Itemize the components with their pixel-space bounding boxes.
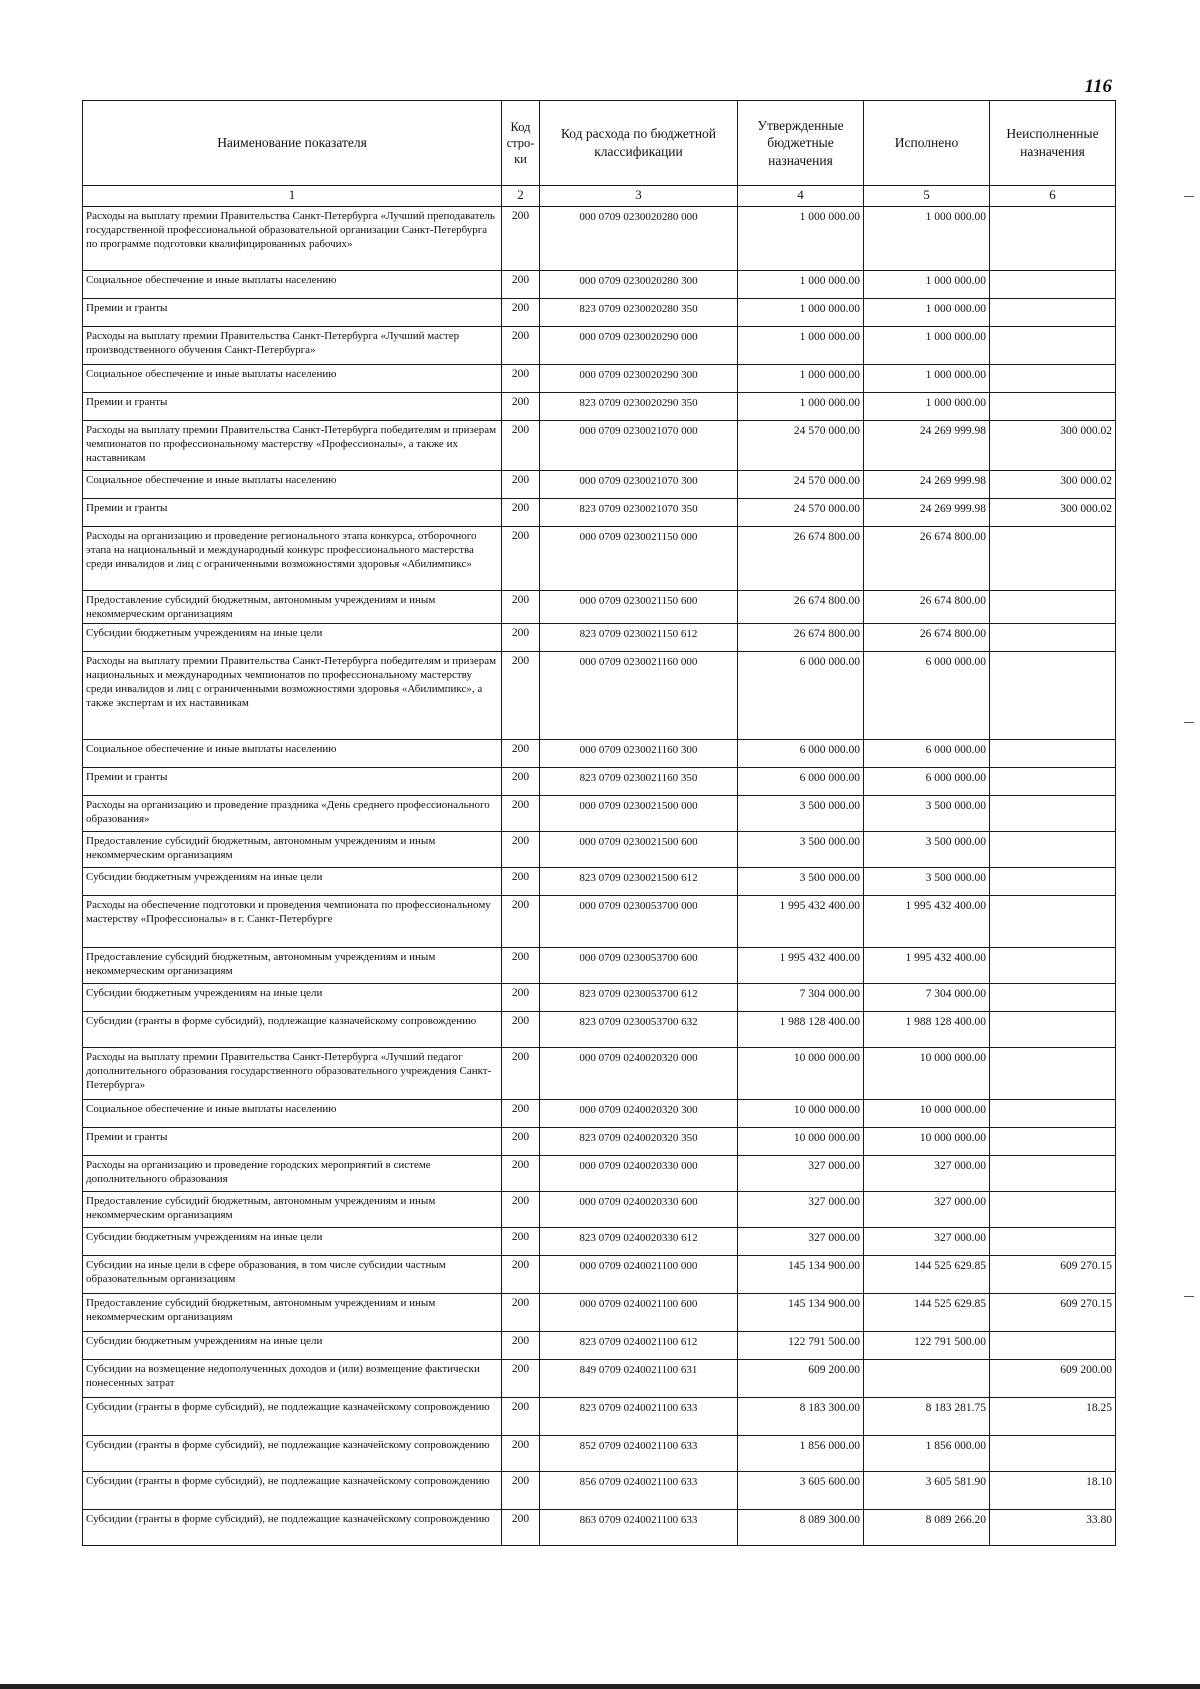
cell-executed: 144 525 629.85 — [864, 1256, 990, 1294]
table-row — [83, 948, 1116, 984]
cell-executed: 122 791 500.00 — [864, 1332, 990, 1360]
cell-budget-code: 000 0709 0230021070 300 — [540, 471, 738, 499]
page-number: 116 — [1084, 76, 1112, 97]
cell-name: Субсидии бюджетным учреждениям на иные цели — [83, 868, 502, 896]
cell-name: Расходы на выплату премии Правительства Санкт-Петербурга «Лучший педагог дополнительного образования государственного образовательного учреждения Санкт-Петербурга» — [83, 1048, 502, 1100]
cell-budget-code: 000 0709 0240020330 600 — [540, 1192, 738, 1228]
table-row — [83, 1360, 1116, 1398]
cell-approved: 1 988 128 400.00 — [738, 1012, 864, 1048]
cell-line-code: 200 — [502, 1048, 540, 1100]
cell-name: Субсидии на возмещение недополученных доходов и (или) возмещение фактически понесенных затрат — [83, 1360, 502, 1398]
cell-executed: 327 000.00 — [864, 1156, 990, 1192]
cell-name: Социальное обеспечение и иные выплаты населению — [83, 271, 502, 299]
cell-approved: 1 000 000.00 — [738, 365, 864, 393]
cell-approved: 327 000.00 — [738, 1156, 864, 1192]
cell-unexecuted: 300 000.02 — [990, 471, 1116, 499]
cell-executed: 24 269 999.98 — [864, 421, 990, 471]
cell-name: Субсидии бюджетным учреждениям на иные цели — [83, 1228, 502, 1256]
cell-line-code: 200 — [502, 1012, 540, 1048]
cell-name: Субсидии (гранты в форме субсидий), не подлежащие казначейскому сопровождению — [83, 1472, 502, 1510]
cell-line-code: 200 — [502, 365, 540, 393]
table-row — [83, 1192, 1116, 1228]
cell-budget-code: 823 0709 0240021100 633 — [540, 1398, 738, 1436]
cell-unexecuted — [990, 984, 1116, 1012]
cell-budget-code: 000 0709 0230021160 000 — [540, 652, 738, 740]
cell-budget-code: 000 0709 0240020320 300 — [540, 1100, 738, 1128]
table-row — [83, 327, 1116, 365]
cell-budget-code: 823 0709 0240020330 612 — [540, 1228, 738, 1256]
cell-unexecuted — [990, 624, 1116, 652]
cell-executed: 327 000.00 — [864, 1228, 990, 1256]
table-row — [83, 1294, 1116, 1332]
cell-budget-code: 000 0709 0230021150 000 — [540, 527, 738, 591]
cell-unexecuted — [990, 327, 1116, 365]
cell-line-code: 200 — [502, 1360, 540, 1398]
cell-executed: 7 304 000.00 — [864, 984, 990, 1012]
cell-name: Расходы на организацию и проведение городских мероприятий в системе дополнительного образования — [83, 1156, 502, 1192]
cell-line-code: 200 — [502, 796, 540, 832]
cell-name: Предоставление субсидий бюджетным, автономным учреждениям и иным некоммерческим организациям — [83, 832, 502, 868]
table-row — [83, 1510, 1116, 1546]
cell-executed: 1 000 000.00 — [864, 207, 990, 271]
column-number: 4 — [738, 186, 864, 207]
cell-executed: 6 000 000.00 — [864, 740, 990, 768]
cell-approved: 3 605 600.00 — [738, 1472, 864, 1510]
cell-budget-code: 849 0709 0240021100 631 — [540, 1360, 738, 1398]
cell-approved: 6 000 000.00 — [738, 652, 864, 740]
table-row — [83, 591, 1116, 624]
cell-line-code: 200 — [502, 652, 540, 740]
cell-name: Субсидии бюджетным учреждениям на иные цели — [83, 1332, 502, 1360]
table-row — [83, 740, 1116, 768]
cell-budget-code: 000 0709 0230020280 300 — [540, 271, 738, 299]
cell-approved: 8 089 300.00 — [738, 1510, 864, 1546]
cell-approved: 145 134 900.00 — [738, 1294, 864, 1332]
cell-executed: 10 000 000.00 — [864, 1048, 990, 1100]
cell-approved: 1 995 432 400.00 — [738, 896, 864, 948]
cell-name: Предоставление субсидий бюджетным, автономным учреждениям и иным некоммерческим организациям — [83, 1294, 502, 1332]
cell-line-code: 200 — [502, 1192, 540, 1228]
header-approved: Утвержденные бюджетные назначения — [738, 101, 864, 186]
cell-approved: 10 000 000.00 — [738, 1128, 864, 1156]
cell-executed: 1 000 000.00 — [864, 271, 990, 299]
cell-approved: 1 995 432 400.00 — [738, 948, 864, 984]
table-body — [83, 207, 1116, 1546]
cell-executed: 26 674 800.00 — [864, 527, 990, 591]
cell-name: Субсидии (гранты в форме субсидий), не подлежащие казначейскому сопровождению — [83, 1398, 502, 1436]
cell-unexecuted: 33.80 — [990, 1510, 1116, 1546]
cell-approved: 1 000 000.00 — [738, 393, 864, 421]
cell-approved: 1 000 000.00 — [738, 207, 864, 271]
cell-executed: 6 000 000.00 — [864, 768, 990, 796]
cell-executed: 1 995 432 400.00 — [864, 896, 990, 948]
cell-line-code: 200 — [502, 948, 540, 984]
cell-executed: 10 000 000.00 — [864, 1128, 990, 1156]
cell-unexecuted — [990, 768, 1116, 796]
cell-approved: 26 674 800.00 — [738, 527, 864, 591]
cell-unexecuted — [990, 652, 1116, 740]
cell-name: Предоставление субсидий бюджетным, автономным учреждениям и иным некоммерческим организациям — [83, 591, 502, 624]
cell-approved: 24 570 000.00 — [738, 471, 864, 499]
cell-budget-code: 823 0709 0230053700 612 — [540, 984, 738, 1012]
cell-name: Субсидии бюджетным учреждениям на иные цели — [83, 624, 502, 652]
cell-line-code: 200 — [502, 1472, 540, 1510]
table-row — [83, 1128, 1116, 1156]
cell-executed: 1 000 000.00 — [864, 365, 990, 393]
cell-budget-code: 000 0709 0230053700 600 — [540, 948, 738, 984]
cell-executed: 3 500 000.00 — [864, 868, 990, 896]
cell-approved: 327 000.00 — [738, 1228, 864, 1256]
cell-approved: 7 304 000.00 — [738, 984, 864, 1012]
cell-name: Социальное обеспечение и иные выплаты населению — [83, 471, 502, 499]
cell-line-code: 200 — [502, 740, 540, 768]
table-row — [83, 652, 1116, 740]
cell-line-code: 200 — [502, 1398, 540, 1436]
cell-line-code: 200 — [502, 1294, 540, 1332]
cell-unexecuted: 18.25 — [990, 1398, 1116, 1436]
cell-budget-code: 000 0709 0240021100 000 — [540, 1256, 738, 1294]
table-row — [83, 393, 1116, 421]
cell-unexecuted: 300 000.02 — [990, 499, 1116, 527]
cell-line-code: 200 — [502, 591, 540, 624]
table-row — [83, 1332, 1116, 1360]
cell-executed: 1 000 000.00 — [864, 299, 990, 327]
cell-unexecuted — [990, 1012, 1116, 1048]
table-row — [83, 1012, 1116, 1048]
cell-line-code: 200 — [502, 1510, 540, 1546]
cell-name: Социальное обеспечение и иные выплаты населению — [83, 740, 502, 768]
cell-approved: 6 000 000.00 — [738, 740, 864, 768]
scan-bottom-border — [0, 1684, 1200, 1689]
cell-unexecuted: 300 000.02 — [990, 421, 1116, 471]
column-number-row — [83, 186, 1116, 207]
cell-name: Субсидии на иные цели в сфере образования, в том числе субсидии частным образовательным организациям — [83, 1256, 502, 1294]
cell-budget-code: 856 0709 0240021100 633 — [540, 1472, 738, 1510]
cell-approved: 1 000 000.00 — [738, 271, 864, 299]
cell-unexecuted: 609 200.00 — [990, 1360, 1116, 1398]
table-row — [83, 471, 1116, 499]
cell-budget-code: 000 0709 0230021500 600 — [540, 832, 738, 868]
table-row — [83, 421, 1116, 471]
cell-unexecuted — [990, 1436, 1116, 1472]
cell-unexecuted — [990, 1100, 1116, 1128]
table-row — [83, 624, 1116, 652]
table-row — [83, 768, 1116, 796]
cell-executed: 3 500 000.00 — [864, 796, 990, 832]
cell-name: Расходы на выплату премии Правительства Санкт-Петербурга «Лучший мастер производственного обучения Санкт-Петербурга» — [83, 327, 502, 365]
cell-budget-code: 823 0709 0240020320 350 — [540, 1128, 738, 1156]
table-row — [83, 1436, 1116, 1472]
table-row — [83, 365, 1116, 393]
table-row — [83, 271, 1116, 299]
cell-executed: 1 988 128 400.00 — [864, 1012, 990, 1048]
table-row — [83, 1100, 1116, 1128]
cell-budget-code: 000 0709 0240021100 600 — [540, 1294, 738, 1332]
cell-executed: 1 856 000.00 — [864, 1436, 990, 1472]
cell-executed: 1 995 432 400.00 — [864, 948, 990, 984]
cell-budget-code: 000 0709 0230020290 300 — [540, 365, 738, 393]
header-executed: Исполнено — [864, 101, 990, 186]
table-row — [83, 1398, 1116, 1436]
table-row — [83, 1228, 1116, 1256]
table-row — [83, 1472, 1116, 1510]
cell-approved: 6 000 000.00 — [738, 768, 864, 796]
cell-executed: 144 525 629.85 — [864, 1294, 990, 1332]
cell-name: Расходы на обеспечение подготовки и проведения чемпионата по профессиональному мастерству «Профессионалы» в г. Санкт-Петербурге — [83, 896, 502, 948]
table-row — [83, 499, 1116, 527]
cell-budget-code: 000 0709 0230020280 000 — [540, 207, 738, 271]
cell-name: Премии и гранты — [83, 1128, 502, 1156]
cell-executed — [864, 1360, 990, 1398]
cell-line-code: 200 — [502, 832, 540, 868]
cell-budget-code: 000 0709 0230020290 000 — [540, 327, 738, 365]
column-number: 2 — [502, 186, 540, 207]
cell-line-code: 200 — [502, 1256, 540, 1294]
cell-name: Расходы на организацию и проведение регионального этапа конкурса, отборочного этапа на национальный и международный конкурс профессионального мастерства среди инвалидов и лиц с ограниченными возможностями здоровья «Абилимпикс» — [83, 527, 502, 591]
cell-budget-code: 000 0709 0230021070 000 — [540, 421, 738, 471]
cell-unexecuted — [990, 527, 1116, 591]
cell-line-code: 200 — [502, 1100, 540, 1128]
cell-name: Расходы на выплату премии Правительства Санкт-Петербурга «Лучший преподаватель государственной профессиональной образовательной организации Санкт-Петербурга по программе подготовки квалифицированных рабочих» — [83, 207, 502, 271]
cell-name: Социальное обеспечение и иные выплаты населению — [83, 1100, 502, 1128]
cell-unexecuted — [990, 1048, 1116, 1100]
cell-unexecuted — [990, 393, 1116, 421]
budget-execution-table — [82, 100, 1116, 1546]
cell-line-code: 200 — [502, 471, 540, 499]
cell-name: Субсидии (гранты в форме субсидий), не подлежащие казначейскому сопровождению — [83, 1436, 502, 1472]
cell-line-code: 200 — [502, 271, 540, 299]
cell-line-code: 200 — [502, 1436, 540, 1472]
cell-line-code: 200 — [502, 1332, 540, 1360]
cell-budget-code: 823 0709 0230053700 632 — [540, 1012, 738, 1048]
cell-approved: 1 856 000.00 — [738, 1436, 864, 1472]
cell-budget-code: 823 0709 0230020290 350 — [540, 393, 738, 421]
column-number: 6 — [990, 186, 1116, 207]
cell-approved: 10 000 000.00 — [738, 1048, 864, 1100]
cell-unexecuted — [990, 1228, 1116, 1256]
cell-name: Премии и гранты — [83, 299, 502, 327]
cell-budget-code: 000 0709 0230021150 600 — [540, 591, 738, 624]
cell-name: Премии и гранты — [83, 768, 502, 796]
cell-budget-code: 823 0709 0230021150 612 — [540, 624, 738, 652]
margin-mark — [1184, 722, 1194, 723]
cell-executed: 10 000 000.00 — [864, 1100, 990, 1128]
cell-name: Расходы на выплату премии Правительства Санкт-Петербурга победителям и призерам национальных и международных чемпионатов по профессиональному мастерству среди инвалидов и лиц с ограниченными возможностями здоровья «Абилимпикс», а также экспертам и их наставникам — [83, 652, 502, 740]
cell-approved: 24 570 000.00 — [738, 499, 864, 527]
cell-name: Субсидии (гранты в форме субсидий), подлежащие казначейскому сопровождению — [83, 1012, 502, 1048]
table-row — [83, 984, 1116, 1012]
cell-approved: 8 183 300.00 — [738, 1398, 864, 1436]
cell-name: Премии и гранты — [83, 499, 502, 527]
cell-budget-code: 000 0709 0240020320 000 — [540, 1048, 738, 1100]
table-row — [83, 299, 1116, 327]
cell-line-code: 200 — [502, 984, 540, 1012]
header-budget-code: Код расхода по бюджетной классификации — [540, 101, 738, 186]
cell-executed: 6 000 000.00 — [864, 652, 990, 740]
cell-line-code: 200 — [502, 768, 540, 796]
header-unexecuted: Неисполненные назначения — [990, 101, 1116, 186]
column-number: 1 — [83, 186, 502, 207]
cell-line-code: 200 — [502, 299, 540, 327]
cell-unexecuted: 18.10 — [990, 1472, 1116, 1510]
cell-executed: 3 500 000.00 — [864, 832, 990, 868]
cell-executed: 3 605 581.90 — [864, 1472, 990, 1510]
table-row — [83, 1256, 1116, 1294]
cell-name: Социальное обеспечение и иные выплаты населению — [83, 365, 502, 393]
cell-line-code: 200 — [502, 896, 540, 948]
cell-approved: 1 000 000.00 — [738, 327, 864, 365]
cell-executed: 1 000 000.00 — [864, 327, 990, 365]
table-row — [83, 1048, 1116, 1100]
cell-unexecuted — [990, 207, 1116, 271]
column-number: 5 — [864, 186, 990, 207]
cell-budget-code: 823 0709 0230021070 350 — [540, 499, 738, 527]
table-row — [83, 896, 1116, 948]
margin-mark — [1184, 1296, 1194, 1297]
cell-approved: 26 674 800.00 — [738, 591, 864, 624]
cell-budget-code: 000 0709 0230021160 300 — [540, 740, 738, 768]
cell-executed: 1 000 000.00 — [864, 393, 990, 421]
cell-line-code: 200 — [502, 1228, 540, 1256]
cell-line-code: 200 — [502, 868, 540, 896]
cell-approved: 122 791 500.00 — [738, 1332, 864, 1360]
cell-unexecuted — [990, 796, 1116, 832]
cell-line-code: 200 — [502, 624, 540, 652]
cell-unexecuted — [990, 868, 1116, 896]
cell-budget-code: 000 0709 0240020330 000 — [540, 1156, 738, 1192]
cell-budget-code: 823 0709 0230021160 350 — [540, 768, 738, 796]
cell-executed: 8 089 266.20 — [864, 1510, 990, 1546]
cell-budget-code: 823 0709 0230021500 612 — [540, 868, 738, 896]
budget-execution-table-container — [82, 100, 1115, 1546]
margin-mark — [1184, 196, 1194, 197]
cell-unexecuted — [990, 1128, 1116, 1156]
cell-executed: 26 674 800.00 — [864, 624, 990, 652]
cell-unexecuted: 609 270.15 — [990, 1256, 1116, 1294]
column-number: 3 — [540, 186, 738, 207]
table-header-row — [83, 101, 1116, 186]
cell-unexecuted — [990, 948, 1116, 984]
table-row — [83, 868, 1116, 896]
cell-approved: 3 500 000.00 — [738, 796, 864, 832]
cell-line-code: 200 — [502, 1156, 540, 1192]
cell-unexecuted — [990, 591, 1116, 624]
cell-budget-code: 823 0709 0230020280 350 — [540, 299, 738, 327]
cell-approved: 1 000 000.00 — [738, 299, 864, 327]
cell-name: Предоставление субсидий бюджетным, автономным учреждениям и иным некоммерческим организациям — [83, 1192, 502, 1228]
cell-budget-code: 852 0709 0240021100 633 — [540, 1436, 738, 1472]
cell-unexecuted — [990, 299, 1116, 327]
cell-line-code: 200 — [502, 393, 540, 421]
cell-line-code: 200 — [502, 499, 540, 527]
cell-executed: 26 674 800.00 — [864, 591, 990, 624]
cell-approved: 10 000 000.00 — [738, 1100, 864, 1128]
cell-approved: 3 500 000.00 — [738, 868, 864, 896]
cell-executed: 24 269 999.98 — [864, 471, 990, 499]
table-row — [83, 527, 1116, 591]
cell-executed: 24 269 999.98 — [864, 499, 990, 527]
cell-budget-code: 823 0709 0240021100 612 — [540, 1332, 738, 1360]
cell-unexecuted — [990, 1192, 1116, 1228]
cell-unexecuted: 609 270.15 — [990, 1294, 1116, 1332]
cell-approved: 609 200.00 — [738, 1360, 864, 1398]
cell-approved: 145 134 900.00 — [738, 1256, 864, 1294]
cell-executed: 8 183 281.75 — [864, 1398, 990, 1436]
cell-name: Премии и гранты — [83, 393, 502, 421]
cell-unexecuted — [990, 271, 1116, 299]
table-row — [83, 1156, 1116, 1192]
header-name: Наименование показателя — [83, 101, 502, 186]
table-row — [83, 796, 1116, 832]
table-row — [83, 207, 1116, 271]
cell-approved: 3 500 000.00 — [738, 832, 864, 868]
cell-budget-code: 000 0709 0230053700 000 — [540, 896, 738, 948]
cell-unexecuted — [990, 1156, 1116, 1192]
cell-name: Расходы на организацию и проведение праздника «День среднего профессионального образования» — [83, 796, 502, 832]
cell-line-code: 200 — [502, 207, 540, 271]
cell-name: Субсидии (гранты в форме субсидий), не подлежащие казначейскому сопровождению — [83, 1510, 502, 1546]
cell-line-code: 200 — [502, 1128, 540, 1156]
cell-name: Расходы на выплату премии Правительства Санкт-Петербурга победителям и призерам чемпионатов по профессиональному мастерству «Профессионалы», а также их наставникам — [83, 421, 502, 471]
cell-unexecuted — [990, 896, 1116, 948]
cell-unexecuted — [990, 740, 1116, 768]
cell-approved: 327 000.00 — [738, 1192, 864, 1228]
table-row — [83, 832, 1116, 868]
cell-executed: 327 000.00 — [864, 1192, 990, 1228]
cell-unexecuted — [990, 832, 1116, 868]
cell-name: Предоставление субсидий бюджетным, автономным учреждениям и иным некоммерческим организациям — [83, 948, 502, 984]
cell-budget-code: 863 0709 0240021100 633 — [540, 1510, 738, 1546]
cell-line-code: 200 — [502, 421, 540, 471]
header-line-code: Код стро-ки — [502, 101, 540, 186]
cell-approved: 26 674 800.00 — [738, 624, 864, 652]
cell-line-code: 200 — [502, 327, 540, 365]
cell-line-code: 200 — [502, 527, 540, 591]
cell-unexecuted — [990, 365, 1116, 393]
cell-unexecuted — [990, 1332, 1116, 1360]
cell-approved: 24 570 000.00 — [738, 421, 864, 471]
cell-name: Субсидии бюджетным учреждениям на иные цели — [83, 984, 502, 1012]
cell-budget-code: 000 0709 0230021500 000 — [540, 796, 738, 832]
